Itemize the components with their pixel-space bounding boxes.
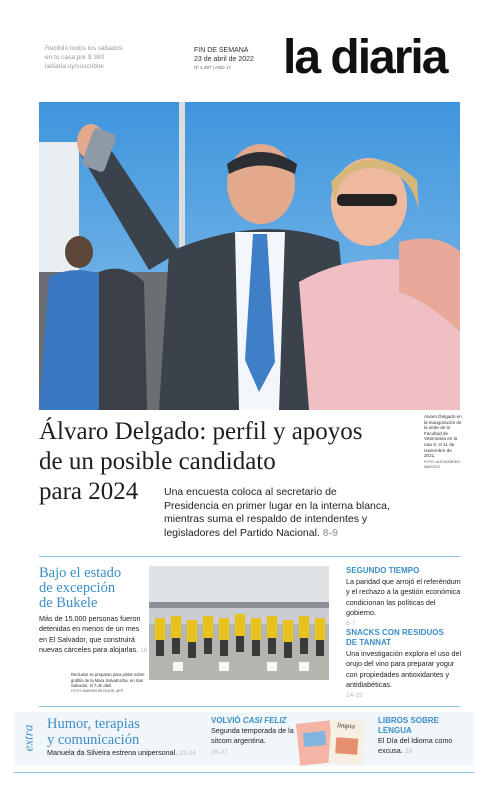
main-photo — [39, 102, 460, 410]
article-text: La paridad que arrojó el referéndum y el rechazo a la gestión económica condicionan las políticas del gobierno. — [346, 577, 461, 617]
page-reference: 8-9 — [322, 526, 338, 539]
kicker-line: LENGUA — [378, 726, 412, 735]
photo-caption — [424, 414, 464, 471]
main-summary — [164, 486, 394, 540]
book-title-text: limpia — [336, 721, 356, 731]
article-text: Más de 15.000 personas fueron detenidas en menos de un mes en El Salvador, que construirá nuevas cárceles para alojarlas. — [39, 614, 141, 654]
article-text: Segunda temporada de la sitcom argentina. — [211, 726, 294, 746]
page-reference: 14-15 — [346, 692, 363, 700]
section-divider — [39, 706, 460, 707]
article-text: Una investigación explora el uso del orujo del vino para preparar yogur con propiedades antioxidantes y antidiabéticas. — [346, 649, 462, 689]
title-line: de Bukele — [39, 595, 98, 611]
article-text: El Día del Idioma como excusa. — [378, 736, 453, 756]
snacks-kicker[interactable] — [346, 628, 466, 648]
headline-line: para 2024 — [39, 478, 139, 505]
subscription-promo — [45, 44, 140, 71]
page-reference: 26-27 — [211, 748, 228, 756]
prison-photo-illustration — [149, 566, 329, 680]
section-divider — [39, 556, 460, 557]
title-line: y comunicación — [47, 732, 140, 748]
title-line: Bajo el estado — [39, 565, 122, 581]
edition-label: FIN DE SEMANA — [194, 47, 249, 54]
segundo-tiempo-text — [346, 577, 464, 629]
kicker-line: SNACKS CON RESIDUOS — [346, 628, 444, 637]
title-line: Humor, terapias — [47, 716, 140, 732]
extra-label-text: extra — [20, 724, 36, 752]
extra-title[interactable] — [47, 716, 197, 748]
kicker-italic: CASI FELIZ — [242, 716, 287, 725]
book-covers-image — [292, 716, 372, 768]
segundo-tiempo-kicker[interactable]: SEGUNDO TIEMPO — [346, 566, 420, 575]
page-reference: 23-24 — [179, 750, 196, 757]
subscription-link[interactable]: ladiaria.uy/suscribite — [45, 63, 104, 70]
photo-credit: FOTO: MARVIN RECINOS, AFP — [71, 688, 123, 693]
headline-line: Álvaro Delgado: perfil y apoyos — [39, 418, 363, 445]
kicker-line: DE TANNAT — [346, 638, 392, 647]
edition-number: Nº 4.387 | AÑO 17 — [194, 65, 231, 70]
newspaper-logo[interactable]: la diaria — [283, 31, 447, 84]
kicker-text: VOLVIÓ — [211, 716, 241, 725]
bukele-title[interactable] — [39, 566, 149, 611]
volvio-teaser[interactable] — [211, 716, 296, 758]
snacks-text — [346, 649, 464, 701]
caption-text: Álvaro Delgado en la inauguración de la sede de la Facultad de Veterinaria en la ruta 8, el 11 de noviembre de 2021. — [424, 414, 462, 459]
prison-photo — [149, 566, 329, 680]
article-text: Manuela da Silveira estrena unipersonal. — [47, 748, 178, 757]
kicker-line: LIBROS SOBRE — [378, 716, 439, 725]
bukele-text — [39, 614, 149, 656]
headline-line: de un posible candidato — [39, 448, 276, 475]
summary-text: Una encuesta coloca al secretario de Presidencia en primer lugar en la interna blanca, mientras suma el respaldo de intendentes y legisladores del Partido Nacional. — [164, 486, 390, 539]
photo-credit: FOTO: ALESSANDRO MAROCO — [424, 459, 461, 470]
edition-info — [194, 46, 284, 72]
footer-divider — [14, 772, 474, 773]
page-reference: 16 — [140, 646, 148, 654]
subscription-line: Recibilo todos los sábados — [45, 45, 123, 52]
page-reference: 6-7 — [346, 620, 356, 628]
caption-text: Reclusos se preparan para pintar sobre grafitis de la Mara Salvatrucha, en San Salvador, el 7 de abril. — [71, 672, 145, 689]
book-covers-illustration — [292, 716, 372, 768]
selfie-photo-illustration — [39, 102, 460, 410]
edition-date: 23 de abril de 2022 — [194, 56, 254, 63]
libros-teaser[interactable] — [378, 716, 468, 758]
extra-label — [19, 712, 43, 766]
extra-text — [47, 748, 207, 759]
subscription-line: en tu casa por $ 380 — [45, 54, 105, 61]
prison-photo-caption — [71, 672, 148, 694]
page-reference: 29 — [404, 748, 413, 756]
title-line: de excepción — [39, 580, 116, 596]
